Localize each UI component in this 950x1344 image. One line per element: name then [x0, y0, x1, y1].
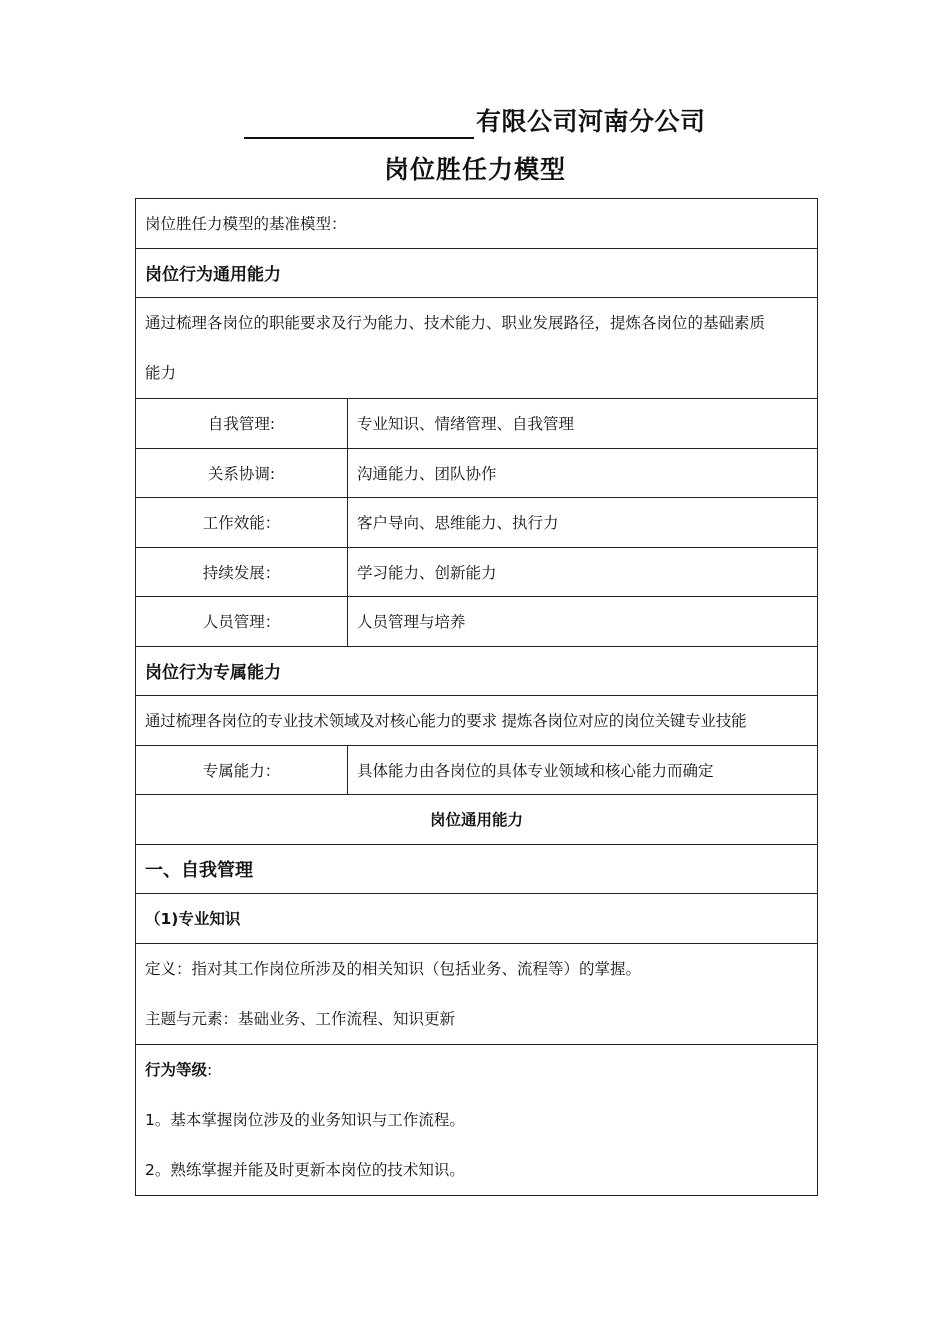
table-row: [136, 248, 818, 298]
table-row: [136, 745, 818, 795]
ability-value: 具体能力由各岗位的具体专业领域和核心能力而确定: [348, 745, 818, 795]
levels-label: 行为等级: [145, 1060, 208, 1079]
ability-label: 工作效能：: [136, 498, 348, 548]
competency-table: [135, 198, 818, 1196]
table-row: [136, 844, 818, 894]
general-description-line: 能力: [145, 364, 177, 382]
company-name-blank-line: [244, 137, 474, 139]
ability-label: 专属能力：: [136, 745, 348, 795]
definition-text: 定义：指对其工作岗位所涉及的相关知识（包括业务、流程等）的掌握。: [145, 959, 642, 978]
table-row: [136, 399, 818, 449]
table-row: [136, 1044, 818, 1195]
table-row: [136, 943, 818, 1044]
level-item: 1。基本掌握岗位涉及的业务知识与工作流程。: [145, 1110, 465, 1129]
table-row: [136, 894, 818, 944]
ability-label: 关系协调:: [136, 448, 348, 498]
level-item: 2。熟练掌握并能及时更新本岗位的技术知识。: [145, 1160, 465, 1179]
table-row: [136, 298, 818, 399]
table-row: [136, 498, 818, 548]
ability-label: 自我管理:: [136, 399, 348, 449]
ability-value: 人员管理与培养: [348, 597, 818, 647]
table-row: [136, 448, 818, 498]
table-row: [136, 696, 818, 746]
specific-description-cell: 通过梳理各岗位的专业技术领域及对核心能力的要求 提炼各岗位对应的岗位关键专业技能: [136, 696, 818, 746]
elements-text: 主题与元素：基础业务、工作流程、知识更新: [145, 1009, 456, 1028]
ability-label: 持续发展：: [136, 547, 348, 597]
definition-cell: [136, 943, 818, 1044]
general-description-cell: [136, 298, 818, 399]
table-row: [136, 199, 818, 249]
levels-label-line: [145, 1045, 808, 1095]
table-row: [136, 795, 818, 845]
ability-label: 人员管理：: [136, 597, 348, 647]
intro-label-cell: 岗位胜任力模型的基准模型：: [136, 199, 818, 249]
specific-ability-heading: 岗位行为专属能力: [136, 646, 818, 696]
general-description-line: 通过梳理各岗位的职能要求及行为能力、技术能力、职业发展路径，提炼各岗位的基础素质: [145, 314, 766, 332]
company-header: [0, 100, 950, 140]
ability-value: 沟通能力、团队协作: [348, 448, 818, 498]
general-ability-heading: 岗位行为通用能力: [136, 248, 818, 298]
section-title: 岗位通用能力: [136, 795, 818, 845]
levels-colon: :: [207, 1060, 213, 1079]
ability-value: 客户导向、思维能力、执行力: [348, 498, 818, 548]
part-heading: 一、自我管理: [136, 844, 818, 894]
table-row: [136, 547, 818, 597]
levels-cell: [136, 1044, 818, 1195]
company-suffix: 有限公司河南分公司: [476, 107, 706, 136]
sub-heading: （1)专业知识: [136, 894, 818, 944]
ability-value: 专业知识、情绪管理、自我管理: [348, 399, 818, 449]
ability-value: 学习能力、创新能力: [348, 547, 818, 597]
table-row: [136, 646, 818, 696]
table-row: [136, 597, 818, 647]
page-title: 岗位胜任力模型: [383, 155, 566, 184]
